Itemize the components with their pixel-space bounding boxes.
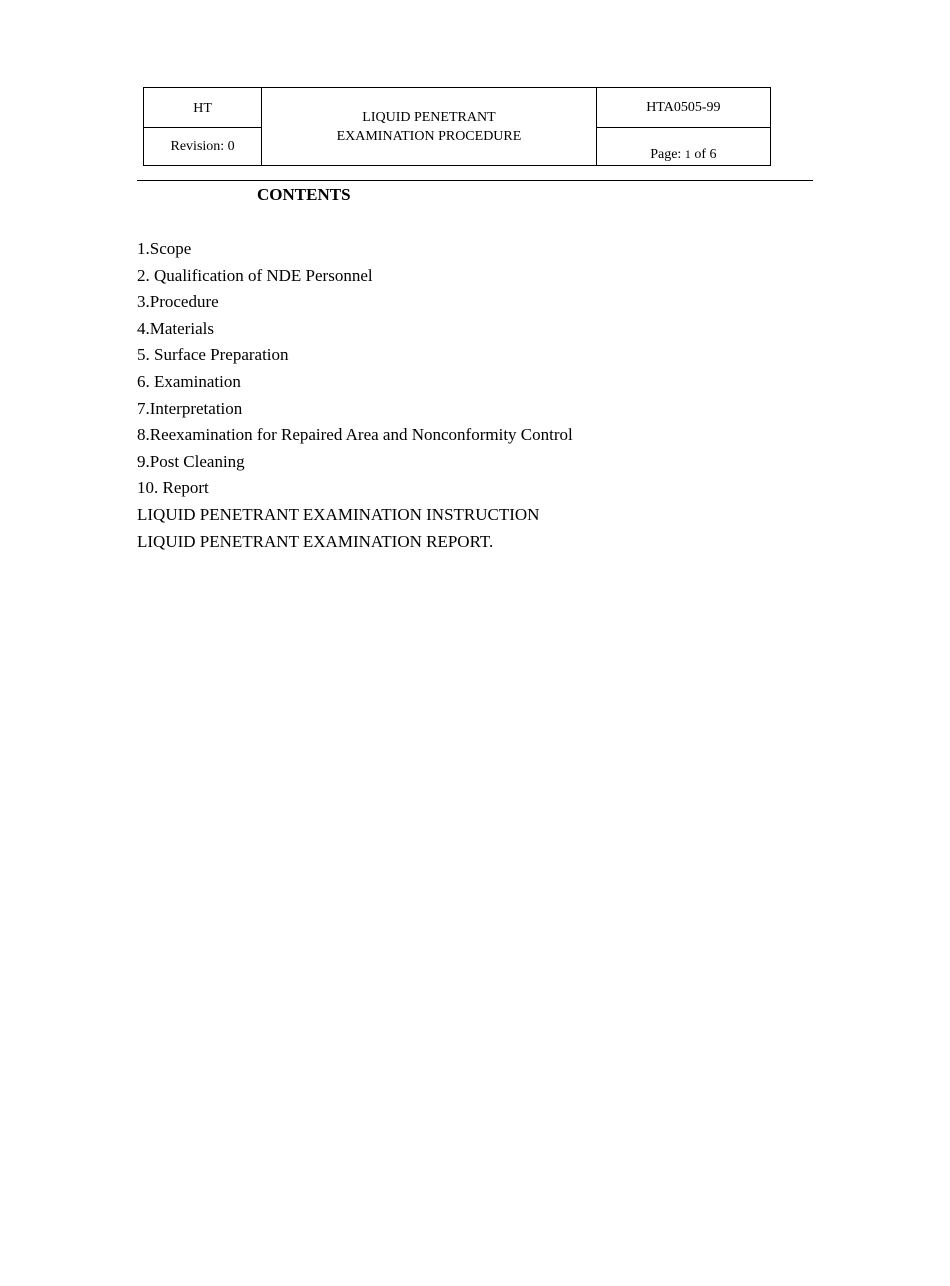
toc-item-qualification: 2. Qualification of NDE Personnel — [137, 265, 373, 285]
page-suffix: of 6 — [690, 147, 717, 162]
table-of-contents — [137, 236, 573, 555]
header-title — [262, 88, 597, 166]
header-page-number — [596, 128, 770, 166]
toc-item-report: 10. Report — [137, 478, 209, 498]
toc-item-instruction: LIQUID PENETRANT EXAMINATION INSTRUCTION — [137, 504, 540, 524]
toc-item-surface-preparation: 5. Surface Preparation — [137, 345, 289, 365]
toc-item-scope: 1.Scope — [137, 239, 192, 258]
toc-item-examination-report: LIQUID PENETRANT EXAMINATION REPORT. — [137, 531, 494, 551]
header-divider — [137, 180, 813, 181]
toc-item-post-cleaning: 9.Post Cleaning — [137, 451, 245, 471]
contents-heading: CONTENTS — [257, 185, 351, 204]
page-prefix: Page: — [650, 147, 685, 162]
toc-item-interpretation: 7.Interpretation — [137, 398, 243, 418]
toc-item-examination: 6. Examination — [137, 371, 241, 391]
toc-item-reexamination: 8.Reexamination for Repaired Area and Nonconformity Control — [137, 425, 573, 445]
toc-item-materials: 4.Materials — [137, 318, 214, 338]
document-header-table — [143, 87, 771, 166]
header-document-number: HTA0505-99 — [596, 88, 770, 128]
header-company-code: HT — [144, 88, 262, 128]
header-revision: Revision: 0 — [144, 128, 262, 166]
header-title-line-2: EXAMINATION PROCEDURE — [336, 129, 522, 144]
header-title-line-1: LIQUID PENETRANT — [362, 110, 496, 125]
toc-item-procedure: 3.Procedure — [137, 292, 219, 312]
page-current: 1 — [684, 147, 691, 161]
